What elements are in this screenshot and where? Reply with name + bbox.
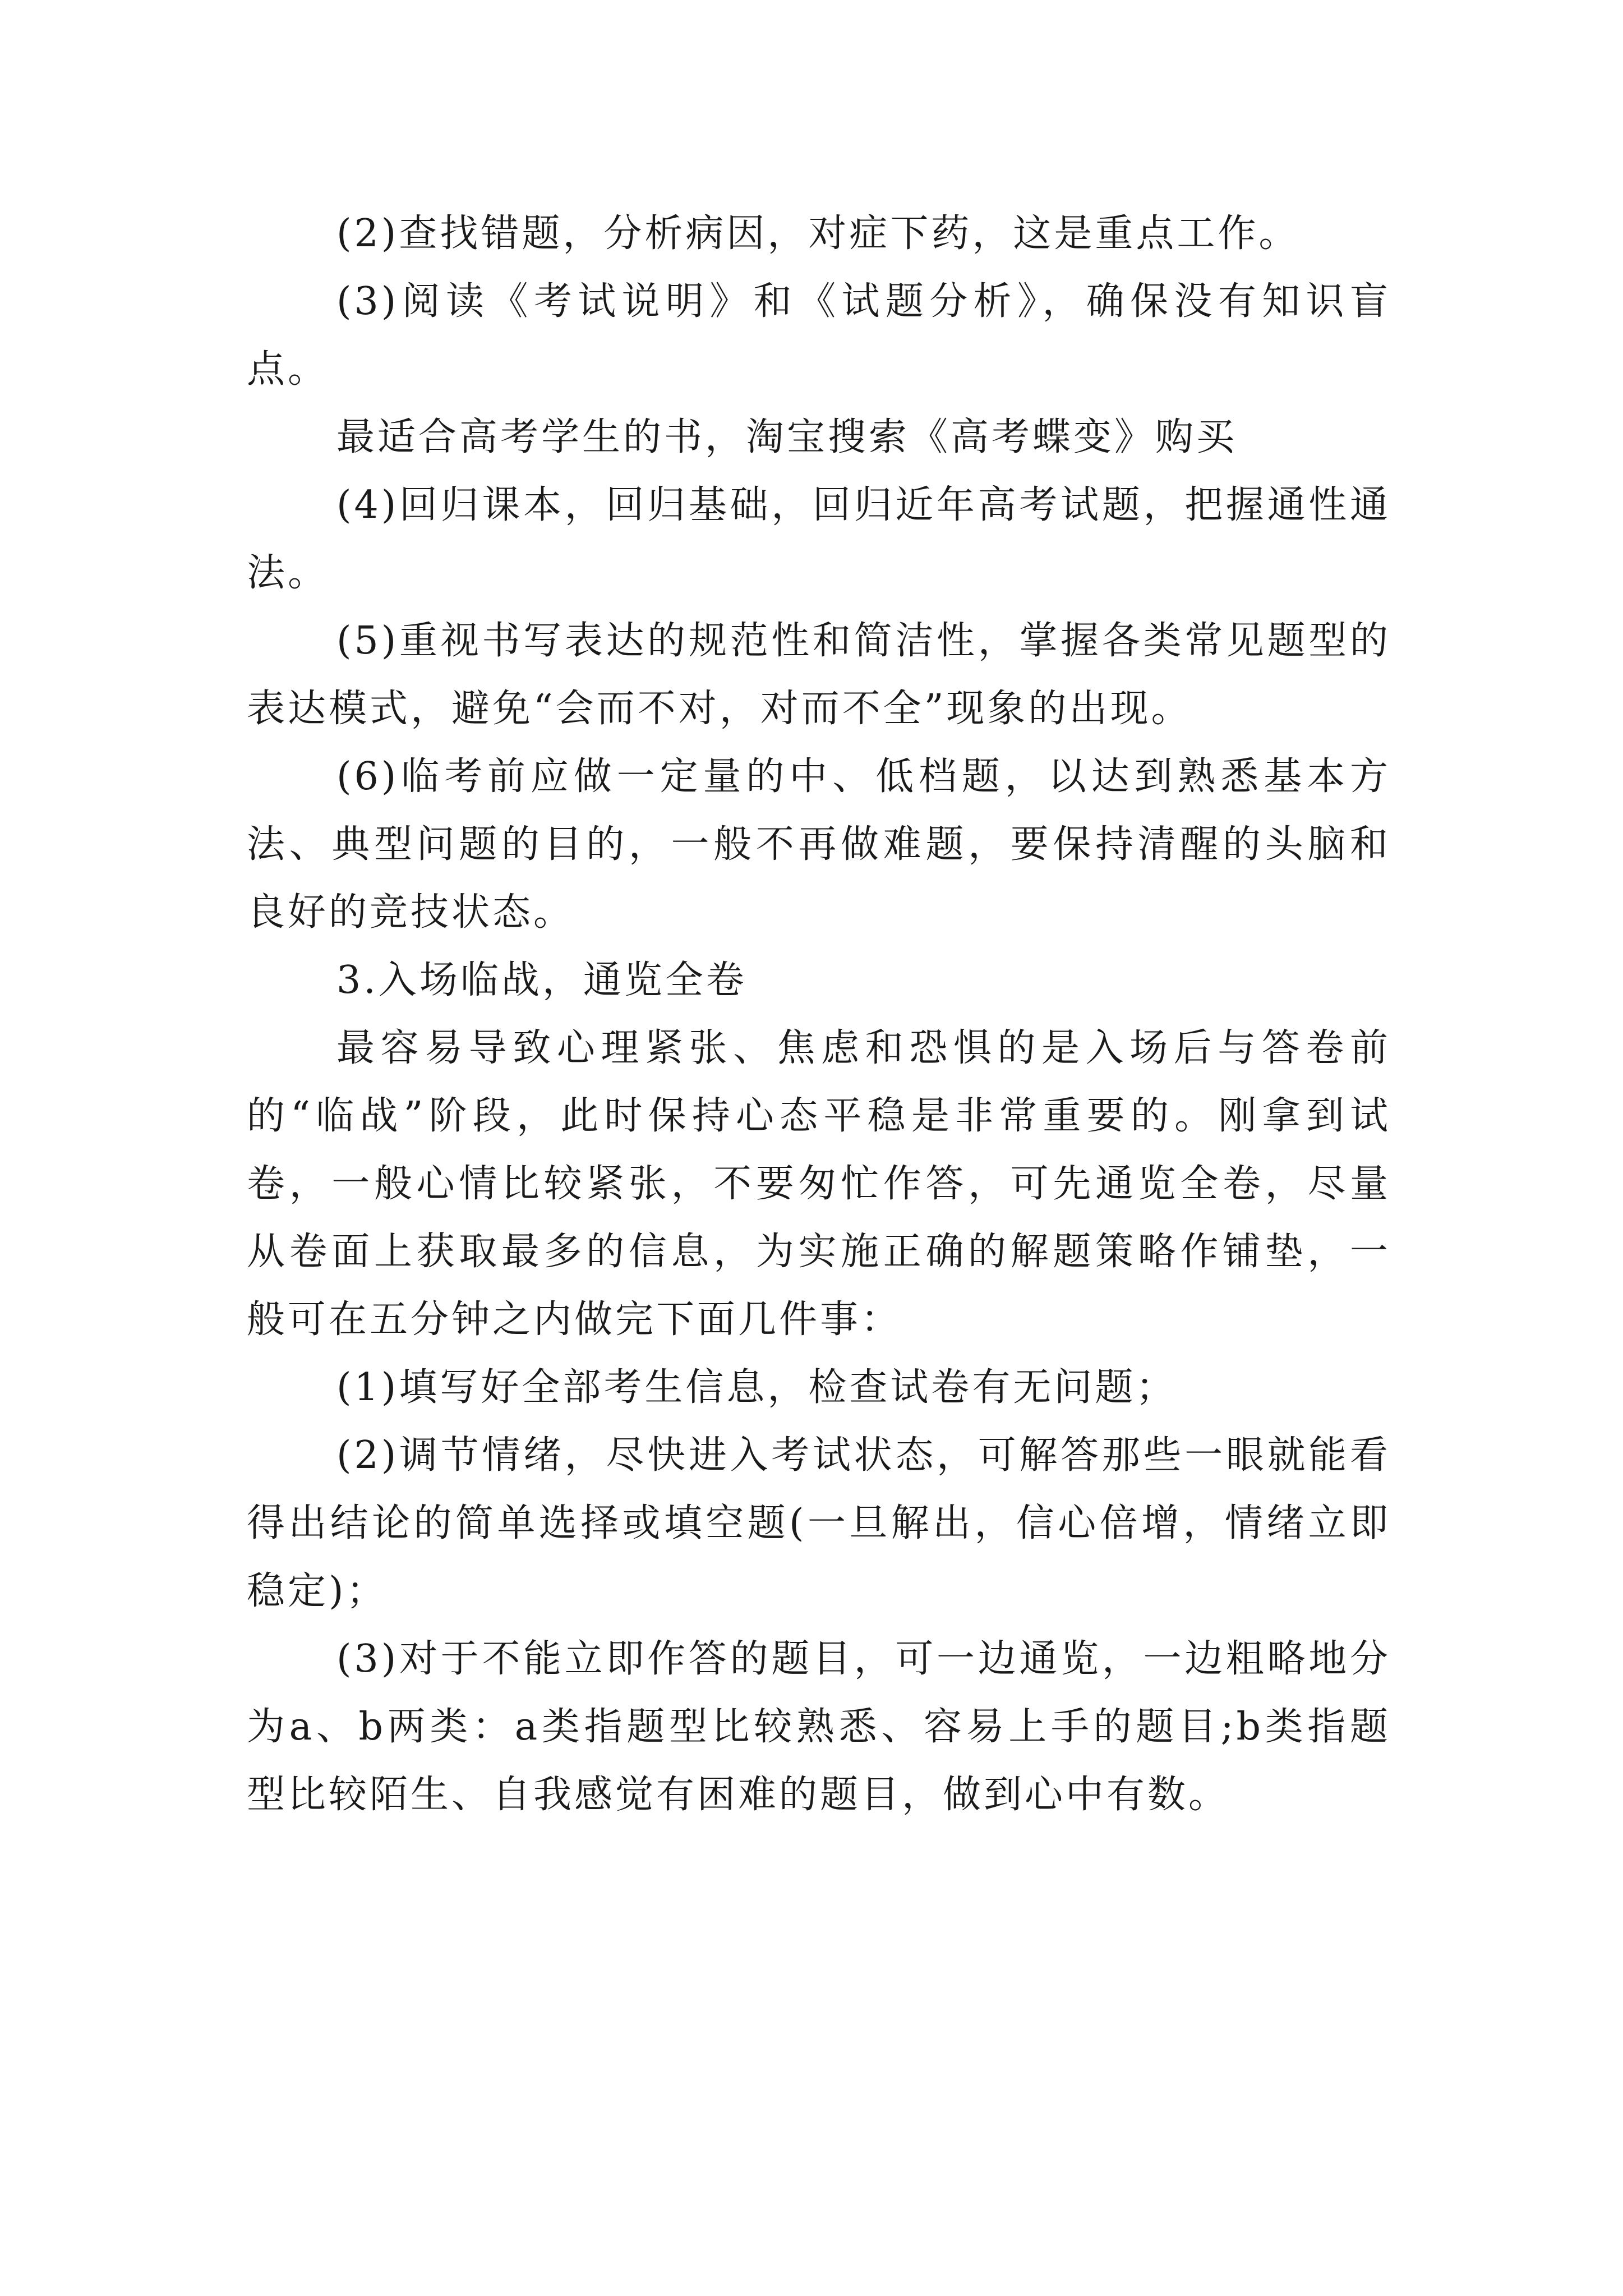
paragraph-task-1: (1)填写好全部考生信息，检查试卷有无问题； — [336, 1365, 1177, 1410]
paragraph-step-5-writing: (5)重视书写表达的规范性和简洁性，掌握各类常见题型的表达模式，避免“会而不对，对而不全”现象的出现。 — [247, 619, 1391, 731]
paragraph-step-4-basics: (4)回归课本，回归基础，回归近年高考试题，把握通性通法。 — [247, 483, 1391, 595]
paragraph-step-3-reading: (3)阅读《考试说明》和《试题分析》，确保没有知识盲点。 — [247, 279, 1391, 392]
paragraph-step-2-errors: (2)查找错题，分析病因，对症下药，这是重点工作。 — [336, 211, 1300, 256]
section-heading-3: 3.入场临战，通览全卷 — [336, 958, 747, 1002]
paragraph-step-6-practice: (6)临考前应做一定量的中、低档题，以达到熟悉基本方法、典型问题的目的，一般不再做难题，要保持清醒的头脑和良好的竞技状态。 — [247, 754, 1391, 935]
paragraph-task-3: (3)对于不能立即作答的题目，可一边通览，一边粗略地分为a、b两类：a类指题型比较熟悉、容易上手的题目;b类指题型比较陌生、自我感觉有困难的题目，做到心中有数。 — [247, 1637, 1391, 1817]
paragraph-exam-entry: 最容易导致心理紧张、焦虑和恐惧的是入场后与答卷前的“临战”阶段，此时保持心态平稳是非常重要的。刚拿到试卷，一般心情比较紧张，不要匆忙作答，可先通览全卷，尽量从卷面上获取最多的信息，为实施正确的解题策略作铺垫，一般可在五分钟之内做完下面几件事： — [247, 1026, 1391, 1342]
document-body — [247, 200, 1391, 1829]
paragraph-task-2: (2)调节情绪，尽快进入考试状态，可解答那些一眼就能看得出结论的简单选择或填空题(一旦解出，信心倍增，情绪立即稳定)； — [247, 1433, 1391, 1613]
paragraph-book-promo: 最适合高考学生的书，淘宝搜索《高考蝶变》购买 — [336, 415, 1238, 459]
